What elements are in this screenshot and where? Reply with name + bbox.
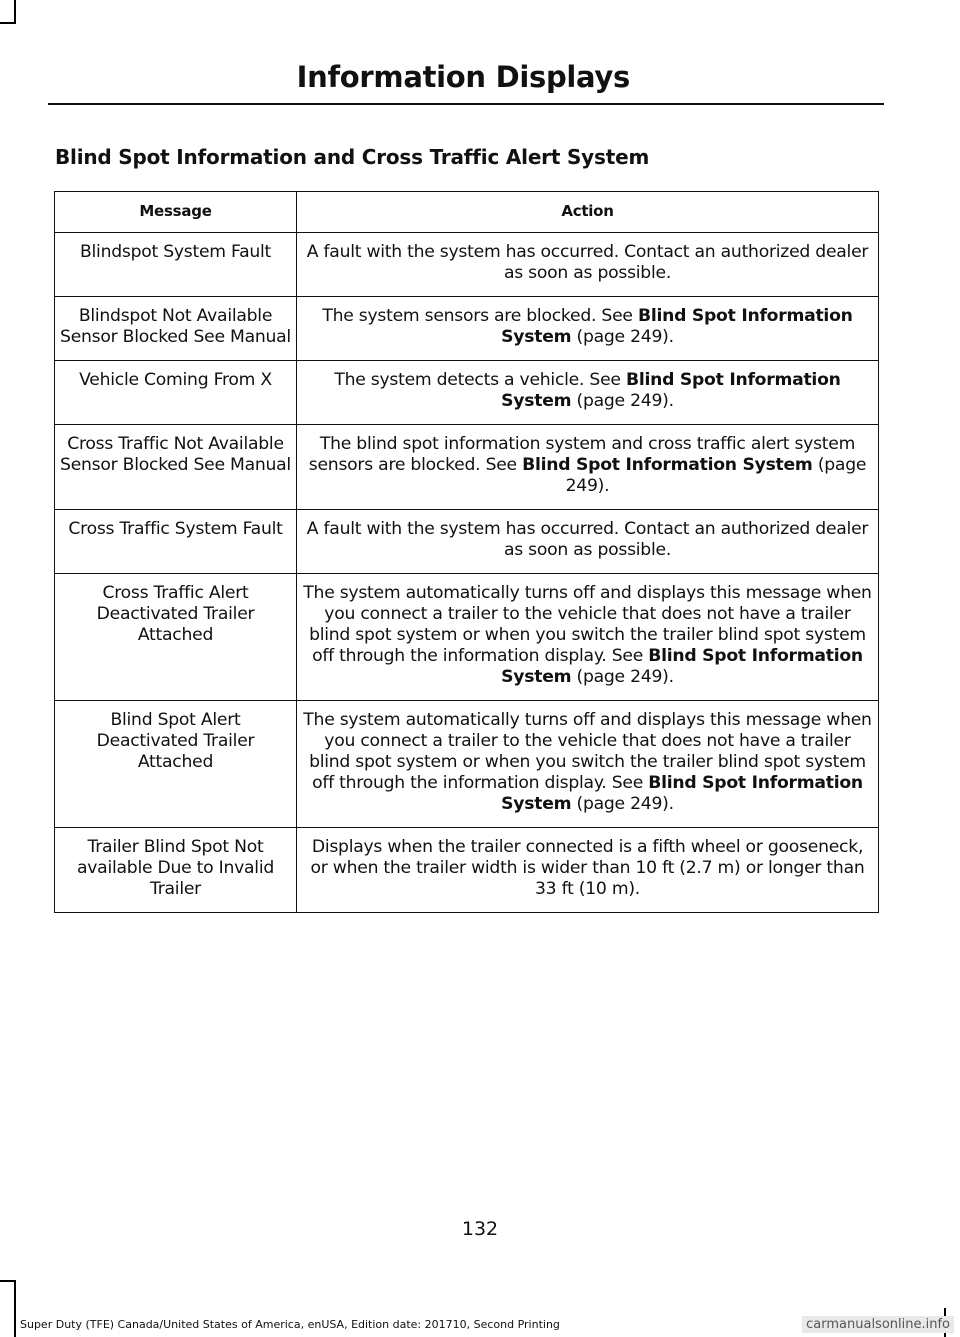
message-cell: Cross Traffic Not Available Sensor Blocked See Manual (55, 425, 297, 510)
action-cell (297, 701, 879, 828)
action-cell (297, 425, 879, 510)
message-cell: Blindspot Not Available Sensor Blocked See Manual (55, 297, 297, 361)
action-text: Displays when the trailer connected is a fifth wheel or gooseneck, or when the trailer width is wider than 10 ft (2.7 m) or longer than 33 ft (10 m). (310, 837, 865, 899)
table-row (55, 425, 879, 510)
page-reference: (page 249). (576, 327, 674, 347)
page-header-title: Information Displays (296, 60, 630, 94)
site-watermark: carmanualsonline.info (802, 1316, 954, 1333)
table-row (55, 828, 879, 913)
action-text: The system detects a vehicle. See (334, 370, 621, 390)
cross-reference-link[interactable]: Blind Spot Information System (522, 455, 813, 475)
message-cell: Cross Traffic System Fault (55, 510, 297, 574)
message-cell: Vehicle Coming From X (55, 361, 297, 425)
crop-mark (14, 0, 16, 22)
action-text: The system automatically turns off and displays this message when you connect a trailer to the vehicle that does not have a trailer blind spot system or when you switch the trailer blind spot system off through the information display. See (303, 710, 872, 793)
section-title: Blind Spot Information and Cross Traffic Alert System (55, 145, 650, 169)
cross-reference-link[interactable]: Blind Spot Information System (501, 370, 841, 411)
crop-mark (0, 22, 16, 24)
page-reference: (page 249). (576, 391, 674, 411)
header-rule (48, 103, 884, 105)
action-cell (297, 828, 879, 913)
cross-reference-link[interactable]: Blind Spot Information System (501, 646, 863, 687)
crop-mark (0, 1280, 16, 1282)
column-header-action: Action (297, 192, 879, 233)
table-row (55, 297, 879, 361)
action-cell (297, 574, 879, 701)
table-row (55, 701, 879, 828)
action-text: The system sensors are blocked. See (322, 306, 633, 326)
table-row (55, 574, 879, 701)
page-reference: (page 249). (565, 455, 867, 496)
table-header-row (55, 192, 879, 233)
action-cell (297, 297, 879, 361)
message-table (54, 191, 879, 913)
message-cell: Blind Spot Alert Deactivated Trailer Attached (55, 701, 297, 828)
action-text: A fault with the system has occurred. Contact an authorized dealer as soon as possible. (306, 519, 869, 560)
action-cell (297, 510, 879, 574)
message-cell: Blindspot System Fault (55, 233, 297, 297)
page-number: 132 (461, 1218, 499, 1240)
message-cell: Cross Traffic Alert Deactivated Trailer Attached (55, 574, 297, 701)
action-text: The system automatically turns off and displays this message when you connect a trailer to the vehicle that does not have a trailer blind spot system or when you switch the trailer blind spot system off through the information display. See (303, 583, 872, 666)
crop-mark (14, 1280, 16, 1337)
action-text: A fault with the system has occurred. Contact an authorized dealer as soon as possible. (306, 242, 869, 283)
page-reference: (page 249). (576, 667, 674, 687)
page-reference: (page 249). (576, 794, 674, 814)
action-cell (297, 233, 879, 297)
table-row (55, 510, 879, 574)
cross-reference-link[interactable]: Blind Spot Information System (501, 773, 863, 814)
message-cell: Trailer Blind Spot Not available Due to Invalid Trailer (55, 828, 297, 913)
column-header-message: Message (55, 192, 297, 233)
table-row (55, 233, 879, 297)
action-text: The blind spot information system and cross traffic alert system sensors are blocked. See (308, 434, 856, 475)
cross-reference-link[interactable]: Blind Spot Information System (501, 306, 853, 347)
edition-footer: Super Duty (TFE) Canada/United States of America, enUSA, Edition date: 201710, Second Printing (20, 1318, 560, 1331)
table-row (55, 361, 879, 425)
action-cell (297, 361, 879, 425)
